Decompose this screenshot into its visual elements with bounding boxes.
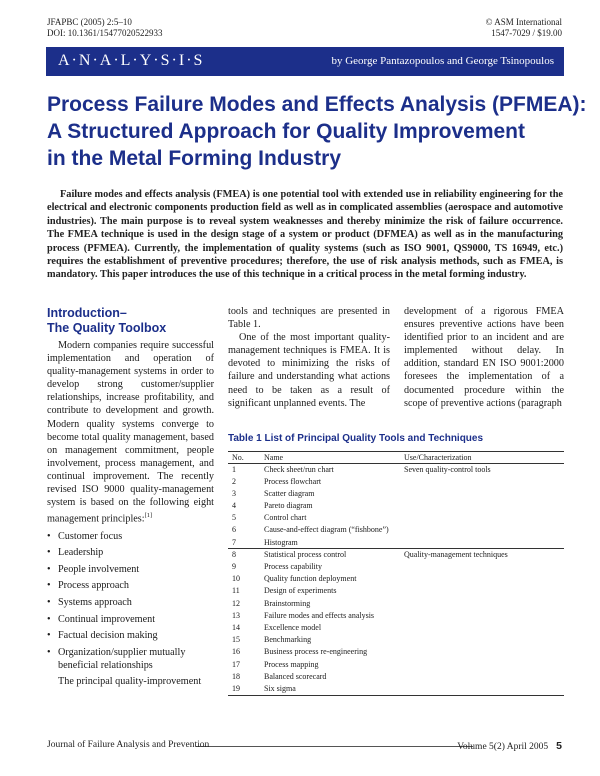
running-header-right [486,17,562,39]
cell-use [404,500,564,512]
list-item: • Factual decision making [47,629,214,642]
list-item: • Customer focus [47,530,214,543]
section-heading [47,306,166,336]
cell-use [404,512,564,524]
cell-no: 16 [232,647,240,657]
cell-no: 4 [232,501,236,511]
cell-name: Process capability [264,562,322,571]
table-row [228,585,564,597]
cell-name: Business process re-engineering [264,647,368,657]
cell-name: Check sheet/run chart [264,465,334,474]
cell-name: Histogram [264,537,298,547]
cell-no: 18 [232,671,240,681]
cell-use: Quality-management techniques [404,549,564,561]
table-row [228,512,564,524]
cell-no: 3 [232,488,236,498]
cell-name: Six sigma [264,683,296,693]
footer-journal: Journal of Failure Analysis and Prevention [47,740,210,750]
footer-rule [196,746,473,747]
cell-no: 11 [232,586,240,596]
table-row [228,671,564,683]
col1-text: Modern companies require successful implementation and operation of quality-management systems in order to develop strong customer/supplier relationships, increase profitability, and contribute to development and growth. Modern quality systems converge to become total quality management, based on management commitment, people involvement, process management, and continual improvement. The recently revised ISO 9000 quality-management system is based on the following eight management principles: [47,340,214,525]
list-item: • Process approach [47,579,214,592]
cell-no: 1 [232,465,236,474]
list-item: • Systems approach [47,596,214,609]
page-number: 5 [556,740,562,752]
cell-no: 8 [228,549,264,561]
article-title [47,91,587,172]
title-line-3: in the Metal Forming Industry [47,147,342,170]
header-use: Use/Characterization [404,453,472,462]
cell-name: Design of experiments [264,586,337,596]
col1-reference: [1] [144,512,153,520]
cell-no: 19 [232,683,240,693]
title-line-1: Process Failure Modes and Effects Analysis (PFMEA): [47,93,587,116]
list-item: • Continual improvement [47,613,214,626]
cell-use [404,573,564,585]
table-row [228,500,564,512]
table-row [228,488,564,500]
cell-no: 15 [232,635,240,645]
quality-tools-table [228,451,564,696]
footer-right [457,740,562,752]
cell-use [404,488,564,500]
publisher: © ASM International [485,17,562,27]
cell-use [404,610,564,622]
col2-paragraph-2: One of the most important quality-management techniques is FMEA. It is devoted to minimizing the risks of failure and understanding what actions need to be taken as a result of significant unplanned events. The [228,332,390,409]
table-caption: Table 1 List of Principal Quality Tools and Techniques [228,433,484,444]
cell-no: 9 [232,562,236,571]
cell-no: 10 [232,574,240,584]
cell-no: 13 [232,610,240,620]
section-heading-line-1: Introduction– [47,306,127,320]
cell-use [404,646,564,658]
cell-name: Pareto diagram [264,501,313,511]
band-authors: by George Pantazopoulos and George Tsinopoulos [331,55,554,67]
cell-name: Excellence model [264,622,322,632]
cell-name: Control chart [264,513,307,523]
table-row [228,659,564,671]
cell-name: Cause-and-effect diagram (“fishbone”) [264,525,389,535]
table-row [228,598,564,610]
cell-name: Statistical process control [264,549,404,561]
cell-use [404,671,564,683]
cell-use: Seven quality-control tools [404,465,491,474]
cell-use [404,683,564,695]
running-header-left [47,17,163,39]
cell-name: Balanced scorecard [264,671,327,681]
cell-use [404,476,564,488]
section-band [46,47,564,76]
col1-tail: The principal quality-improvement [58,676,202,688]
cell-no: 12 [232,598,240,608]
list-item: • Organization/supplier mutually beneficial relationships [47,646,214,672]
cell-use [404,537,564,549]
abstract: Failure modes and effects analysis (FMEA) is one potential tool with extended use in reliability engineering for the electrical and electronic components production field as well as in complicated assemblies (aerospace and automotive industries). The main purpose is to reveal system weaknesses and thereby minimize the risk of failure occurrence. The FMEA technique is used in the design stage of a system or product (DFMEA) as well as in the manufacturing process (PFMEA). Currently, the implementation of quality systems (such as ISO 9001, QS9000, TS 16949, etc.) requires the establishment of preventive procedures; therefore, the use of risk analysis methods, such as FMEA, is mandatory. This paper introduces the use of this technique in a critical process in the metal forming industry. [47,189,563,281]
section-heading-line-2: The Quality Toolbox [47,321,167,335]
table-row [228,622,564,634]
cell-no: 7 [232,537,236,547]
title-line-2: A Structured Approach for Quality Improvement [47,120,526,143]
cell-name: Scatter diagram [264,488,315,498]
cell-use [404,659,564,671]
table-row [228,634,564,646]
band-title: A·N·A·L·Y·S·I·S [58,52,205,69]
cell-name: Failure modes and effects analysis [264,610,375,620]
cell-no: 14 [232,622,240,632]
body-column-3 [404,305,564,410]
table-row [228,524,564,536]
col1-paragraph [47,339,214,526]
cell-use [404,524,564,536]
table-row [228,646,564,658]
cell-use [404,598,564,610]
table-row [228,561,564,573]
cell-name: Process mapping [264,659,319,669]
header-no: No. [232,453,244,462]
col2-paragraph-1: tools and techniques are presented in Table 1. [228,306,390,331]
table-row [228,464,564,476]
col3-paragraph-1: development of a rigorous FMEA ensures preventive actions have been identified prior to an incident and are implemented without delay. In addition, standard EN ISO 9001:2000 foresees the implementation of a documented procedure within the scope of preventive actions (paragraph [404,306,564,409]
cell-no: 5 [232,513,236,523]
table-row [228,549,564,561]
cell-no: 6 [232,525,236,535]
table-row [228,476,564,488]
cell-name: Quality function deployment [264,574,357,584]
cell-no: 2 [232,476,236,486]
table-body [228,464,564,696]
table-row [228,537,564,549]
journal-code: JFAPBC (2005) 2:5–10 [47,17,132,27]
table-row [228,683,564,695]
principles-list [47,530,214,672]
issn: 1547-7029 / $19.00 [491,28,562,38]
cell-use [404,561,564,573]
footer-volume: Volume 5(2) April 2005 [457,742,549,752]
header-name: Name [264,453,284,462]
list-item: • People involvement [47,563,214,576]
doi: DOI: 10.1361/15477020522933 [47,28,163,38]
cell-use [404,585,564,597]
cell-use [404,622,564,634]
table-row [228,610,564,622]
table-row [228,573,564,585]
body-column-2 [228,305,390,410]
list-item: • Leadership [47,546,214,559]
cell-name: Benchmarking [264,635,312,645]
cell-no: 17 [232,659,240,669]
body-column-1 [47,339,214,689]
cell-name: Process flowchart [264,476,322,486]
cell-name: Brainstorming [264,598,311,608]
table-header-row [228,452,564,464]
cell-use [404,634,564,646]
